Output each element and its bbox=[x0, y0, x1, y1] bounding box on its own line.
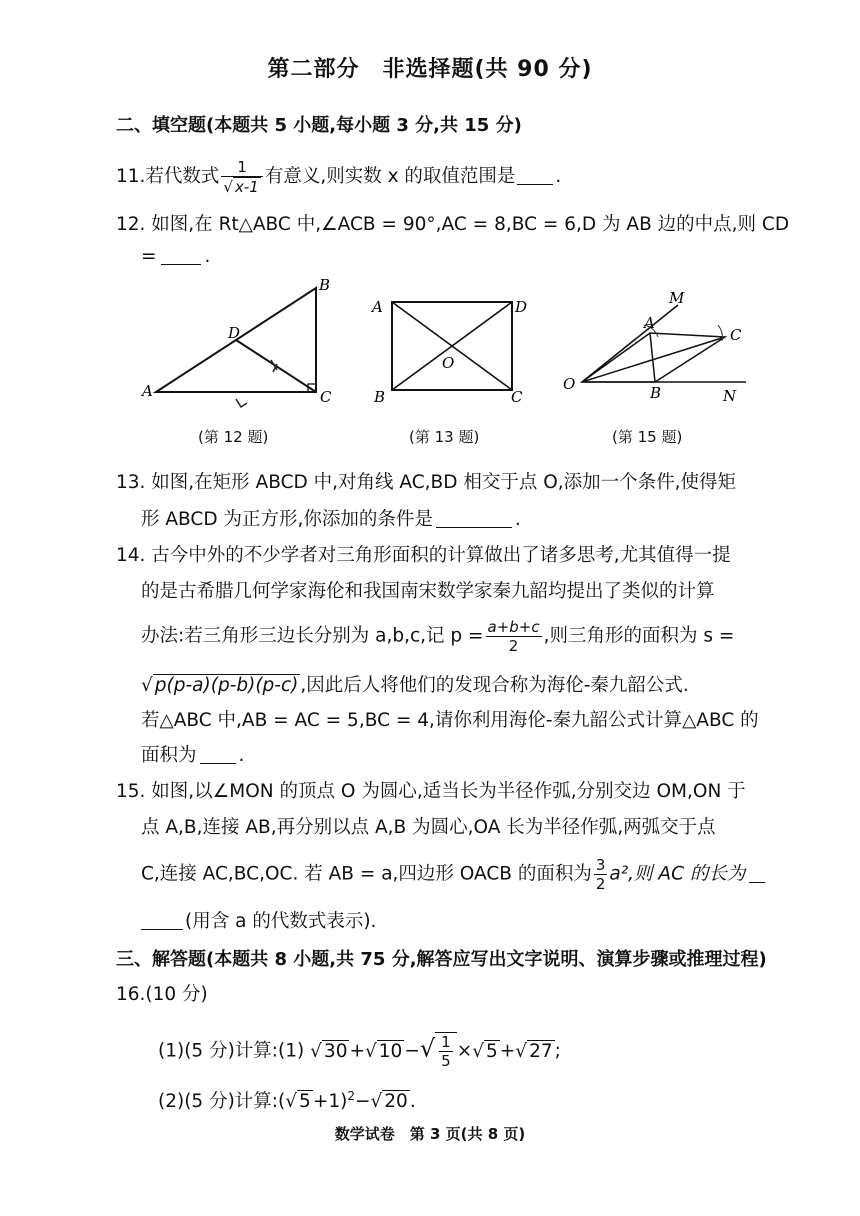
q11-end: . bbox=[555, 166, 562, 187]
fig12-label-c: C bbox=[320, 388, 332, 406]
q15-fraction bbox=[594, 856, 608, 893]
q16-f-den: 5 bbox=[441, 1052, 451, 1070]
q12-equals: = bbox=[141, 246, 157, 267]
figure-12-triangle bbox=[130, 275, 350, 410]
sqrt-icon: √ bbox=[223, 178, 233, 196]
sqrt-icon: √ bbox=[310, 1040, 322, 1062]
q15-line3-prefix: C,连接 AC,BC,OC. 若 AB = a,四边形 OACB 的面积为 bbox=[141, 863, 592, 885]
q16-p2-mid: +1) bbox=[312, 1091, 348, 1112]
q16-r5b: 5 bbox=[299, 1091, 311, 1112]
q15-line3-mid: a²,则 AC 的长为 bbox=[609, 863, 746, 885]
question-15-line3 bbox=[141, 856, 765, 893]
sqrt-icon: √ bbox=[370, 1091, 383, 1112]
sqrt-icon: √ bbox=[472, 1040, 484, 1062]
q14-radicand: p(p-a)(p-b)(p-c) bbox=[154, 675, 299, 696]
q13-end: . bbox=[514, 509, 521, 530]
q14-fraction bbox=[486, 618, 542, 655]
q16-r27: 27 bbox=[529, 1040, 553, 1062]
q16-r5: 5 bbox=[486, 1040, 498, 1062]
q16-times: × bbox=[456, 1040, 473, 1062]
q16-r10: 10 bbox=[378, 1040, 403, 1062]
q12-answer-blank bbox=[161, 246, 201, 265]
sqrt-icon: √ bbox=[419, 1034, 436, 1063]
question-16-part1 bbox=[158, 1032, 561, 1070]
sqrt-icon: √ bbox=[285, 1091, 298, 1112]
fig12-label-a: A bbox=[142, 382, 153, 400]
question-14-line2: 的是古希腊几何学家海伦和我国南宋数学家秦九韶均提出了类似的计算 bbox=[141, 581, 715, 602]
question-14-line6 bbox=[141, 741, 244, 767]
fig15-label-m: M bbox=[669, 289, 685, 307]
fig12-label-b: B bbox=[319, 276, 331, 294]
fig15-label-n: N bbox=[723, 387, 737, 405]
question-13-line1: 13. 如图,在矩形 ABCD 中,对角线 AC,BD 相交于点 O,添加一个条件,使得矩 bbox=[116, 472, 737, 493]
figure-13-rectangle bbox=[368, 290, 538, 410]
q11-denominator: x-1 bbox=[234, 178, 259, 196]
q16-semi: ; bbox=[554, 1040, 561, 1062]
question-15-line2: 点 A,B,连接 AB,再分别以点 A,B 为圆心,OA 长为半径作弧,两弧交于点 bbox=[141, 817, 716, 838]
q11-prefix: 11.若代数式 bbox=[116, 166, 220, 187]
q14-frac-num: a+b+c bbox=[487, 618, 540, 636]
question-15-line1: 15. 如图,以∠MON 的顶点 O 为圆心,适当长为半径作弧,分别交边 OM,ON 于 bbox=[116, 781, 746, 802]
fig15-label-a: A bbox=[644, 314, 655, 332]
q12-end: . bbox=[204, 246, 211, 267]
question-16-label: 16.(10 分) bbox=[116, 984, 208, 1005]
q16-p2-exp: 2 bbox=[347, 1088, 355, 1103]
q11-numerator: 1 bbox=[221, 158, 262, 177]
question-14-line4 bbox=[141, 671, 689, 697]
q11-fraction bbox=[221, 158, 262, 196]
q16-plus2: + bbox=[499, 1040, 516, 1062]
q16-part1-prefix: (1)(5 分)计算:(1) bbox=[158, 1040, 305, 1062]
q15-frac-den: 2 bbox=[595, 875, 606, 893]
fig12-caption: (第 12 题) bbox=[198, 428, 269, 446]
question-14-line5: 若△ABC 中,AB = AC = 5,BC = 4,请你利用海伦-秦九韶公式计算△ABC 的 bbox=[141, 710, 759, 731]
question-12-line1: 12. 如图,在 Rt△ABC 中,∠ACB = 90°,AC = 8,BC = 6,D 为 AB 边的中点,则 CD bbox=[116, 214, 790, 235]
question-12-line2 bbox=[141, 246, 210, 267]
q16-fraction bbox=[439, 1033, 453, 1070]
fig13-label-b: B bbox=[374, 388, 386, 406]
figure-15-angle bbox=[558, 285, 768, 410]
fig13-label-c: C bbox=[511, 388, 523, 406]
q15-frac-num: 3 bbox=[595, 856, 606, 874]
question-14-line1: 14. 古今中外的不少学者对三角形面积的计算做出了诸多思考,尤其值得一提 bbox=[116, 545, 731, 566]
section-3-heading: 三、解答题(本题共 8 小题,共 75 分,解答应写出文字说明、演算步骤或推理过程) bbox=[116, 949, 767, 970]
q11-suffix: 有意义,则实数 x 的取值范围是 bbox=[264, 166, 516, 187]
fig15-label-b: B bbox=[650, 384, 662, 402]
q15-answer-blank-start bbox=[749, 864, 765, 883]
sqrt-icon: √ bbox=[141, 675, 153, 696]
q16-minus2: − bbox=[354, 1091, 371, 1112]
page-footer: 数学试卷 第 3 页(共 8 页) bbox=[334, 1125, 526, 1143]
sqrt-icon: √ bbox=[364, 1040, 377, 1062]
fig13-caption: (第 13 题) bbox=[409, 428, 480, 446]
q14-line4-suffix: ,因此后人将他们的发现合称为海伦-秦九韶公式. bbox=[300, 675, 689, 696]
q14-line3-prefix: 办法:若三角形三边长分别为 a,b,c,记 p = bbox=[141, 625, 484, 647]
q16-f-num: 1 bbox=[441, 1033, 451, 1051]
q15-line4-suffix: (用含 a 的代数式表示). bbox=[185, 911, 377, 932]
fig13-label-o: O bbox=[442, 354, 455, 372]
q16-r30: 30 bbox=[323, 1040, 348, 1062]
q14-frac-den: 2 bbox=[508, 637, 519, 655]
q14-line3-suffix: ,则三角形的面积为 s = bbox=[543, 625, 735, 647]
section-2-heading: 二、填空题(本题共 5 小题,每小题 3 分,共 15 分) bbox=[116, 115, 522, 136]
q15-answer-blank-end bbox=[141, 911, 183, 930]
fig13-label-a: A bbox=[372, 298, 383, 316]
fig15-label-o: O bbox=[563, 375, 576, 393]
fig15-label-c: C bbox=[730, 326, 742, 344]
q14-line6-prefix: 面积为 bbox=[141, 745, 197, 766]
page-title: 第二部分 非选择题(共 90 分) bbox=[267, 57, 593, 82]
fig15-caption: (第 15 题) bbox=[612, 428, 683, 446]
fig13-label-d: D bbox=[515, 298, 528, 316]
q14-end: . bbox=[238, 745, 245, 766]
q13-answer-blank bbox=[436, 509, 512, 528]
question-14-line3 bbox=[141, 618, 734, 655]
q14-answer-blank bbox=[200, 745, 236, 764]
fig12-label-d: D bbox=[228, 324, 241, 342]
question-11 bbox=[116, 158, 561, 196]
sqrt-icon: √ bbox=[515, 1040, 528, 1062]
q16-plus1: + bbox=[349, 1040, 365, 1062]
question-13-line2 bbox=[141, 505, 521, 531]
q16-p2-end: . bbox=[409, 1091, 416, 1112]
question-15-line4 bbox=[141, 907, 376, 933]
q11-answer-blank bbox=[517, 166, 553, 185]
q16-r20: 20 bbox=[384, 1091, 408, 1112]
q16-part2-prefix: (2)(5 分)计算:( bbox=[158, 1091, 286, 1112]
question-16-part2 bbox=[158, 1087, 416, 1113]
q16-minus1: − bbox=[404, 1040, 420, 1062]
q13-prefix: 形 ABCD 为正方形,你添加的条件是 bbox=[141, 509, 433, 530]
